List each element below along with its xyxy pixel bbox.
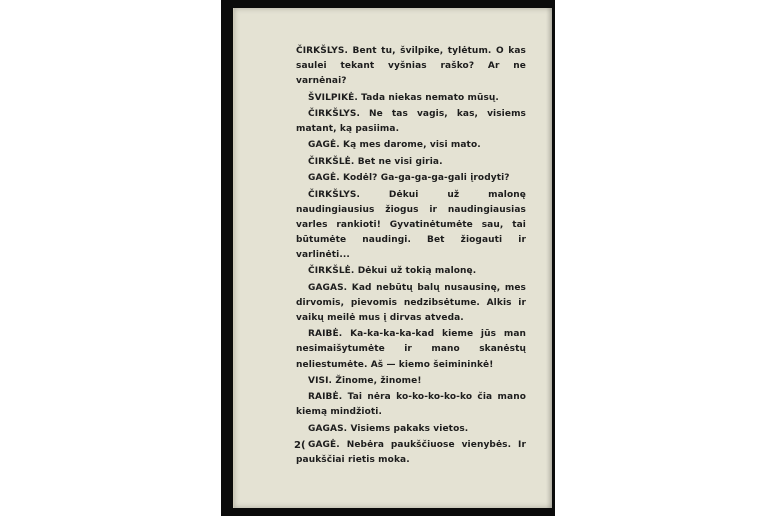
dialogue-line [296,374,526,389]
dialogue-text: Ką mes darome, visi mato. [343,140,481,151]
dialogue-line [296,138,526,153]
dialogue-line [296,264,526,279]
speaker-name: GAGĖ. [308,173,340,184]
dialogue-text: Ne tas vagis, kas, visiems matant, ką pasiima. [296,108,527,135]
dialogue-text: Dėkui už malonę naudingiausius žiogus ir naudingiausias varles rankioti! Gyvatinėtumėte sau, tai būtumėte naudingi. Bet žiogauti ir varlinėti... [296,189,526,260]
speaker-name: ČIRKŠLĖ. [308,266,355,277]
dialogue-line [296,327,526,372]
speaker-name: ČIRKŠLYS. [308,108,360,119]
dialogue-line [296,171,526,186]
dialogue-text: Visiems pakaks vietos. [350,423,469,434]
speaker-name: RAIBĖ. [308,329,343,340]
play-text [296,44,526,468]
dialogue-line [296,107,526,137]
dialogue-line [296,91,526,106]
dialogue-line [296,44,526,89]
dialogue-line [296,438,526,468]
speaker-name: GAGĖ. [308,140,340,151]
speaker-name: VISI. [308,375,333,386]
speaker-name: ČIRKŠLYS. [308,189,360,200]
speaker-name: ŠVILPIKĖ. [308,92,358,103]
speaker-name: GAGAS. [308,423,348,434]
page-number: 2( [294,440,306,451]
speaker-name: GAGĖ. [308,440,340,451]
dialogue-text: Kad nebūtų balų nusausinę, mes dirvomis, pievomis nedzibsėtume. Alkis ir vaikų meilė mus į dirvas atveda. [296,282,527,323]
speaker-name: RAIBĖ. [308,392,343,403]
dialogue-text: Tada niekas nemato mūsų. [361,92,499,103]
dialogue-text: Tai nėra ko-ko-ko-ko-ko čia mano kiemą mindžioti. [296,392,526,418]
dialogue-line [296,390,526,420]
dialogue-text: Kodėl? Ga-ga-ga-ga-gali įrodyti? [343,173,510,184]
dialogue-line [296,422,526,437]
dialogue-line [296,281,526,326]
dialogue-line [296,188,526,263]
dialogue-line [296,155,526,170]
dialogue-text: Žinome, žinome! [335,375,422,386]
dialogue-text: Nebėra paukščiuose vienybės. Ir paukščiai rietis moka. [296,440,527,466]
dialogue-text: Bent tu, švilpike, tylėtum. O kas saulei tekant vyšnias raško? Ar ne varnėnai? [296,46,526,87]
speaker-name: GAGAS. [308,282,348,293]
dialogue-text: Ka-ka-ka-ka-kad kieme jūs man nesimaišytumėte ir mano skanėstų neliestumėte. Aš — kiemo šeimininkė! [296,329,526,370]
speaker-name: ČIRKŠLĖ. [308,156,355,167]
dialogue-text: Bet ne visi giria. [357,156,443,167]
speaker-name: ČIRKŠLYS. [296,46,348,56]
dialogue-text: Dėkui už tokią malonę. [357,266,477,277]
